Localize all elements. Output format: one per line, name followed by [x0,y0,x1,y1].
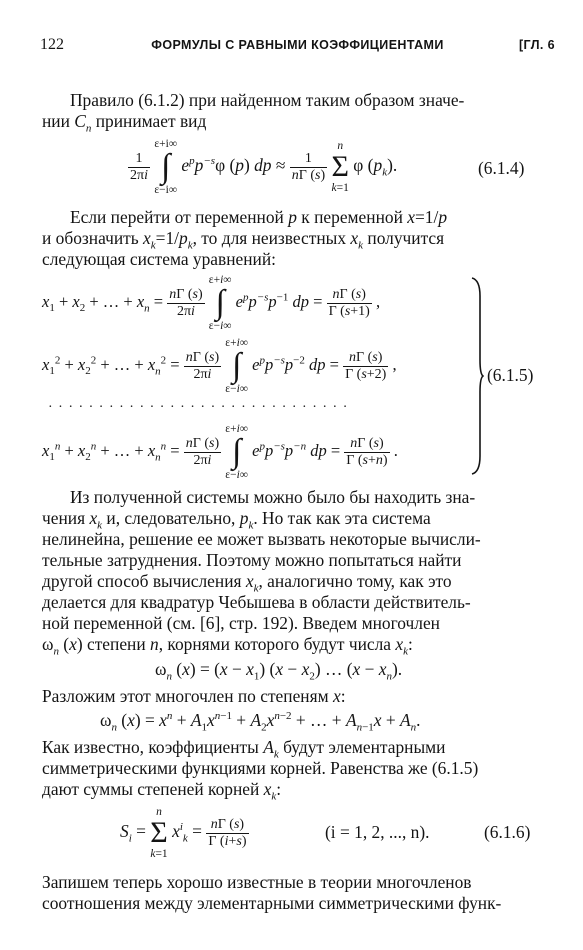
omega-product-formula: $\omega_n$ $(x) = (x - x_1)$ $(x - x_2)$ … $(x - x_n)$. [155,659,403,683]
paragraph-line: ной переменной (см. [6], стр. 192). Введем многочлен [42,613,440,633]
paragraph-line: соотношения между элементарными симметрическими функ- [42,893,502,913]
page-number: 122 [40,36,64,53]
system-dots: · · · · · · · · · · · · · · · · · · · · · · · · · · · · · · [48,400,349,415]
paragraph-line: и обозначить $x_k=1/p_k$, то для неизвестных $x_k$ получится [42,228,445,252]
system-brace [470,276,484,476]
paragraph-line: Из полученной системы можно было бы находить зна- [70,487,476,507]
system-equation-1: $x_1 + x_2$ + … + $x_n$ = $\frac{n\Gamma (s)}{2\pi i}$ ε+i∞ ∫ ε−i∞ $e^pp^{-s}p^{-1}$ dp = $\frac{n\Gamma (s)}{\Gamma (s+1)}$ , [42,274,381,332]
equation-number: (6.1.5) [487,365,534,385]
running-title: ФОРМУЛЫ С РАВНЫМИ КОЭФФИЦИЕНТАМИ [151,38,444,52]
equation-number: (6.1.6) [484,822,531,842]
system-equation-n: $x_1^n + x_2^n$ + … + $x_n^n$ = $\frac{n\Gamma (s)}{2\pi i}$ ε+i∞ ∫ ε−i∞ $e^pp^{-s}p^{-n}$ dp = $\frac{n\Gamma (s)}{\Gamma (s+n)}$ . [42,423,398,481]
paragraph-line: другой способ вычисления $x_k$, аналогично тому, как это [42,571,452,595]
chapter-marker: [ГЛ. 6 [518,38,555,52]
paragraph-line: нии $C_n$ принимает вид [42,111,207,135]
paragraph-line: Запишем теперь хорошо известные в теории многочленов [42,872,472,892]
equation-6-1-6: $S_i = n$ Σ k=1 $x^i_k$ = $\frac{n\Gamma (s)}{\Gamma (i+s)}$ [120,806,247,860]
paragraph-line: тельные затруднения. Поэтому можно попытаться найти [42,550,462,570]
paragraph-line: Если перейти от переменной p к переменной x=1/p [70,207,448,227]
paragraph-line: $\omega_n$ (x) степени n, корнями которого будут числа $x_k$: [42,634,413,658]
equation-number: (6.1.4) [478,158,525,178]
equation-6-1-4: $\frac{1}{2\pi i}$ ε+i∞ ∫ ε−i∞ $e^pp^{-s}\varphi$ (p) dp ≈ $\frac{1}{n\Gamma (s)}$ n Σ k=1 φ $(p_k)$. [130,138,398,196]
paragraph-line: дают суммы степеней корней $x_k$: [42,779,282,803]
omega-expansion-formula: $\omega_n$ $(x) = x^n + A_1x^{n-1} + A_2x^{n-2}$ + … + $A_{n-1}x + A_n$. [100,710,421,734]
paragraph-line: Как известно, коэффициенты $A_k$ будут элементарными [42,737,446,761]
paragraph-line: симметрическими функциями корней. Равенства же (6.1.5) [42,758,479,778]
page-header [40,36,555,58]
system-equation-2: $x_1^2 + x_2^2$ + … + $x_n^2$ = $\frac{n\Gamma (s)}{2\pi i}$ ε+i∞ ∫ ε−i∞ $e^pp^{-s}p^{-2}$ dp = $\frac{n\Gamma (s)}{\Gamma (s+2)}$ , [42,337,397,395]
paragraph-line: чения $x_k$ и, следовательно, $p_k$. Но так как эта система [42,508,431,532]
paragraph-line: нелинейна, решение ее может вызвать некоторые вычисли- [42,529,481,549]
paragraph-line: Правило (6.1.2) при найденном таким образом значе- [70,90,465,110]
paragraph-line: Разложим этот многочлен по степеням x: [42,686,346,706]
equation-range: (i = 1, 2, ..., n). [325,822,430,842]
paragraph-line: делается для квадратур Чебышева в области действитель- [42,592,471,612]
paragraph-line: следующая система уравнений: [42,249,276,269]
